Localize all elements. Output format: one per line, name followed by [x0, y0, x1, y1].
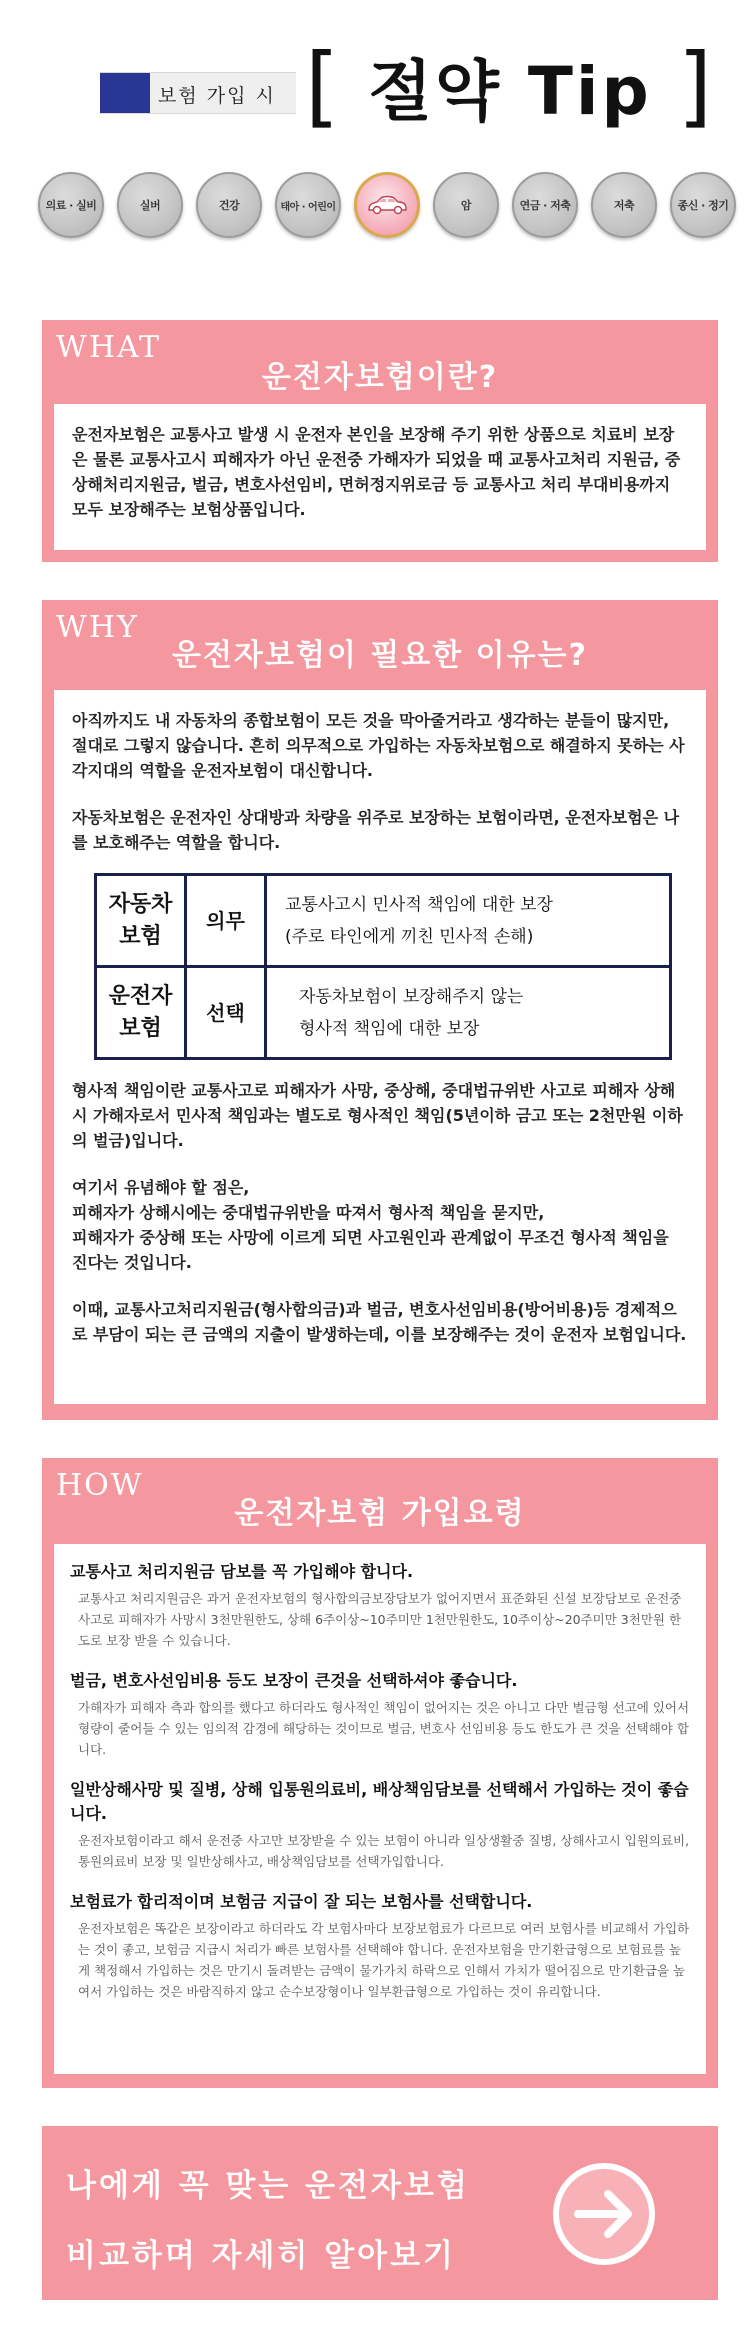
why-paragraph-2: 자동차보험은 운전자인 상대방과 차량을 위주로 보장하는 보험이라면, 운전자보험은 나를 보호해주는 역할을 합니다.: [72, 808, 680, 852]
why-line: 피해자가 상해시에는 중대법규위반을 따져서 형사적 책임을 묻지만,: [72, 1203, 545, 1222]
why-section: [42, 600, 718, 1420]
header-tag-bar: [100, 73, 150, 113]
insurance-comparison-table: [94, 873, 672, 1060]
nav-item-pension[interactable]: [512, 172, 578, 238]
desc-line: 자동차보험이 보장해주지 않는: [299, 986, 524, 1007]
page-title: [305, 34, 716, 140]
table-cell-desc: [266, 875, 671, 967]
nav-item-driver[interactable]: [354, 172, 420, 238]
nav-label: 태아 · 어린이: [280, 201, 336, 213]
table-row: [96, 967, 671, 1059]
nav-label: 건강: [218, 199, 240, 212]
nav-label: 연금 · 저축: [519, 199, 571, 212]
why-paragraph-1: 아직까지도 내 자동차의 종합보험이 모든 것을 막아줄거라고 생각하는 분들이 많지만, 절대로 그렇지 않습니다. 흔히 의무적으로 가입하는 자동차보험으로 해결하지 못하는 사각지대의 역할을 운전자보험이 대신합니다.: [72, 711, 685, 780]
how-section: [42, 1458, 718, 2088]
nav-item-silver[interactable]: [117, 172, 183, 238]
how-item-title: 일반상해사망 및 질병, 상해 입통원의료비, 배상책임담보를 선택해서 가입하는 것이 좋습니다.: [70, 1780, 689, 1823]
table-cell-kind: 의무: [186, 875, 266, 967]
nav-item-health[interactable]: [196, 172, 262, 238]
how-item-title: 교통사고 처리지원금 담보를 꼭 가입해야 합니다.: [70, 1562, 414, 1581]
how-item-body: 운전자보험이라고 해서 운전중 사고만 보장받을 수 있는 보험이 아니라 일상생활중 질병, 상해사고시 입원의료비, 통원의료비 보장 및 일반상해사고, 배상책임담보를 선택가입합니다.: [78, 1833, 690, 1869]
header-tag: [100, 72, 296, 114]
how-item: [70, 1778, 690, 1872]
title-bracket-open: [: [305, 34, 343, 137]
nav-item-savings[interactable]: [591, 172, 657, 238]
why-paragraph-5: 이때, 교통사고처리지원금(형사합의금)과 벌금, 변호사선임비용(방어비용)등 경제적으로 부담이 되는 큰 금액의 지출이 발생하는데, 이를 보장해주는 것이 운전자 보험입니다.: [72, 1300, 687, 1344]
compare-cta-banner[interactable]: [42, 2126, 718, 2300]
nav-item-life[interactable]: [670, 172, 736, 238]
nav-label: 종신 · 정기: [677, 199, 729, 212]
what-paragraph: 운전자보험은 교통사고 발생 시 운전자 본인을 보장해 주기 위한 상품으로 치료비 보장은 물론 교통사고시 피해자가 아닌 운전중 가해자가 되었을 때 교통사고처리 지원금, 중상해처리지원금, 벌금, 변호사선임비, 면허정지위로금 등 교통사고 처리 부대비용까지 모두 보장해주는 보험상품입니다.: [72, 425, 681, 519]
table-cell-name: 자동차 보험: [96, 875, 186, 967]
how-item: [70, 1560, 690, 1651]
why-line: 여기서 유념해야 할 점은,: [72, 1178, 250, 1197]
why-paragraph-3: 형사적 책임이란 교통사고로 피해자가 사망, 중상해, 중대법규위반 사고로 피해자 상해시 가해자로서 민사적 책임과는 별도로 형사적인 책임(5년이하 금고 또는 2천만원 이하의 벌금)입니다.: [72, 1081, 683, 1150]
header-tag-text: 보험 가입 시: [158, 85, 276, 107]
how-item-title: 벌금, 변호사선임비용 등도 보장이 큰것을 선택하셔야 좋습니다.: [70, 1671, 518, 1690]
how-item: [70, 1890, 690, 2002]
table-cell-desc: [266, 967, 671, 1059]
category-nav: [38, 172, 738, 244]
how-item-body: 교통사고 처리지원금은 과거 운전자보험의 형사합의금보장담보가 없어지면서 표준화된 신설 보장담보로 운전중 사고로 피해자가 사망시 3천만원한도, 상해 6주이상~10주미만 1천만원한도, 10주이상~20주미만 3천만원 한도로 보장 받을 수 있습니다.: [78, 1591, 682, 1648]
cta-line-1: 나에게 꼭 맞는 운전자보험: [66, 2168, 470, 2204]
table-cell-name: 운전자 보험: [96, 967, 186, 1059]
arrow-right-circle-icon[interactable]: [550, 2160, 658, 2268]
desc-line: (주로 타인에게 끼친 민사적 손해): [285, 926, 534, 947]
nav-item-child[interactable]: [275, 172, 341, 238]
section-tag: WHY: [56, 610, 139, 645]
why-line: 피해자가 중상해 또는 사망에 이르게 되면 사고원인과 관계없이 무조건 형사적 책임을 진다는 것입니다.: [72, 1228, 669, 1272]
section-tag: HOW: [56, 1468, 144, 1503]
nav-item-cancer[interactable]: [433, 172, 499, 238]
nav-item-medical[interactable]: [38, 172, 104, 238]
nav-label: 저축: [613, 199, 635, 212]
what-content-box: [54, 404, 706, 550]
nav-label: 의료 · 실비: [45, 199, 97, 212]
what-section: [42, 320, 718, 562]
title-text: 절약 Tip: [368, 53, 652, 130]
nav-label: 실버: [139, 199, 161, 212]
cta-line-2: 비교하며 자세히 알아보기: [66, 2238, 456, 2274]
section-heading: 운전자보험이란?: [261, 360, 499, 395]
why-content-box: [54, 690, 706, 1404]
desc-line: 교통사고시 민사적 책임에 대한 보장: [285, 894, 553, 915]
why-paragraph-4: [72, 1175, 688, 1275]
nav-label: 암: [460, 199, 472, 212]
title-bracket-close: ]: [677, 34, 716, 137]
how-item-title: 보험료가 합리적이며 보험금 지급이 잘 되는 보험사를 선택합니다.: [70, 1892, 533, 1911]
section-heading: 운전자보험 가입요령: [234, 1496, 526, 1531]
how-content-box: [54, 1544, 706, 2074]
how-item: [70, 1669, 690, 1760]
section-heading: 운전자보험이 필요한 이유는?: [171, 638, 589, 673]
table-cell-kind: 선택: [186, 967, 266, 1059]
car-icon: [365, 192, 409, 218]
page-header: [0, 0, 753, 160]
how-item-body: 가해자가 피해자 측과 합의를 했다고 하더라도 형사적인 책임이 없어지는 것은 아니고 다만 벌금형 선고에 있어서 형량이 줄어들 수 있는 임의적 감경에 해당하는 것이므로 벌금, 변호사 선임비용 등도 한도가 큰 것을 선택해야 합니다.: [78, 1700, 690, 1757]
how-item-body: 운전자보험은 똑같은 보장이라고 하더라도 각 보험사마다 보장보험료가 다르므로 여러 보험사를 비교해서 가입하는 것이 좋고, 보험금 지급시 처리가 빠른 보험사를 선택해야 합니다. 운전자보험을 만기환급형으로 보험료를 높게 책정해서 가입하는 것은 만기시 돌려받는 금액이 물가가치 하락으로 인해서 가치가 떨어짐으로 만기환급을 높여서 가입하는 것은 바람직하지 않고 순수보장형이나 일부환급형으로 가입하는 것이 유리합니다.: [78, 1921, 690, 1999]
desc-line: 형사적 책임에 대한 보장: [299, 1018, 480, 1039]
section-tag: WHAT: [56, 330, 162, 365]
table-row: [96, 875, 671, 967]
